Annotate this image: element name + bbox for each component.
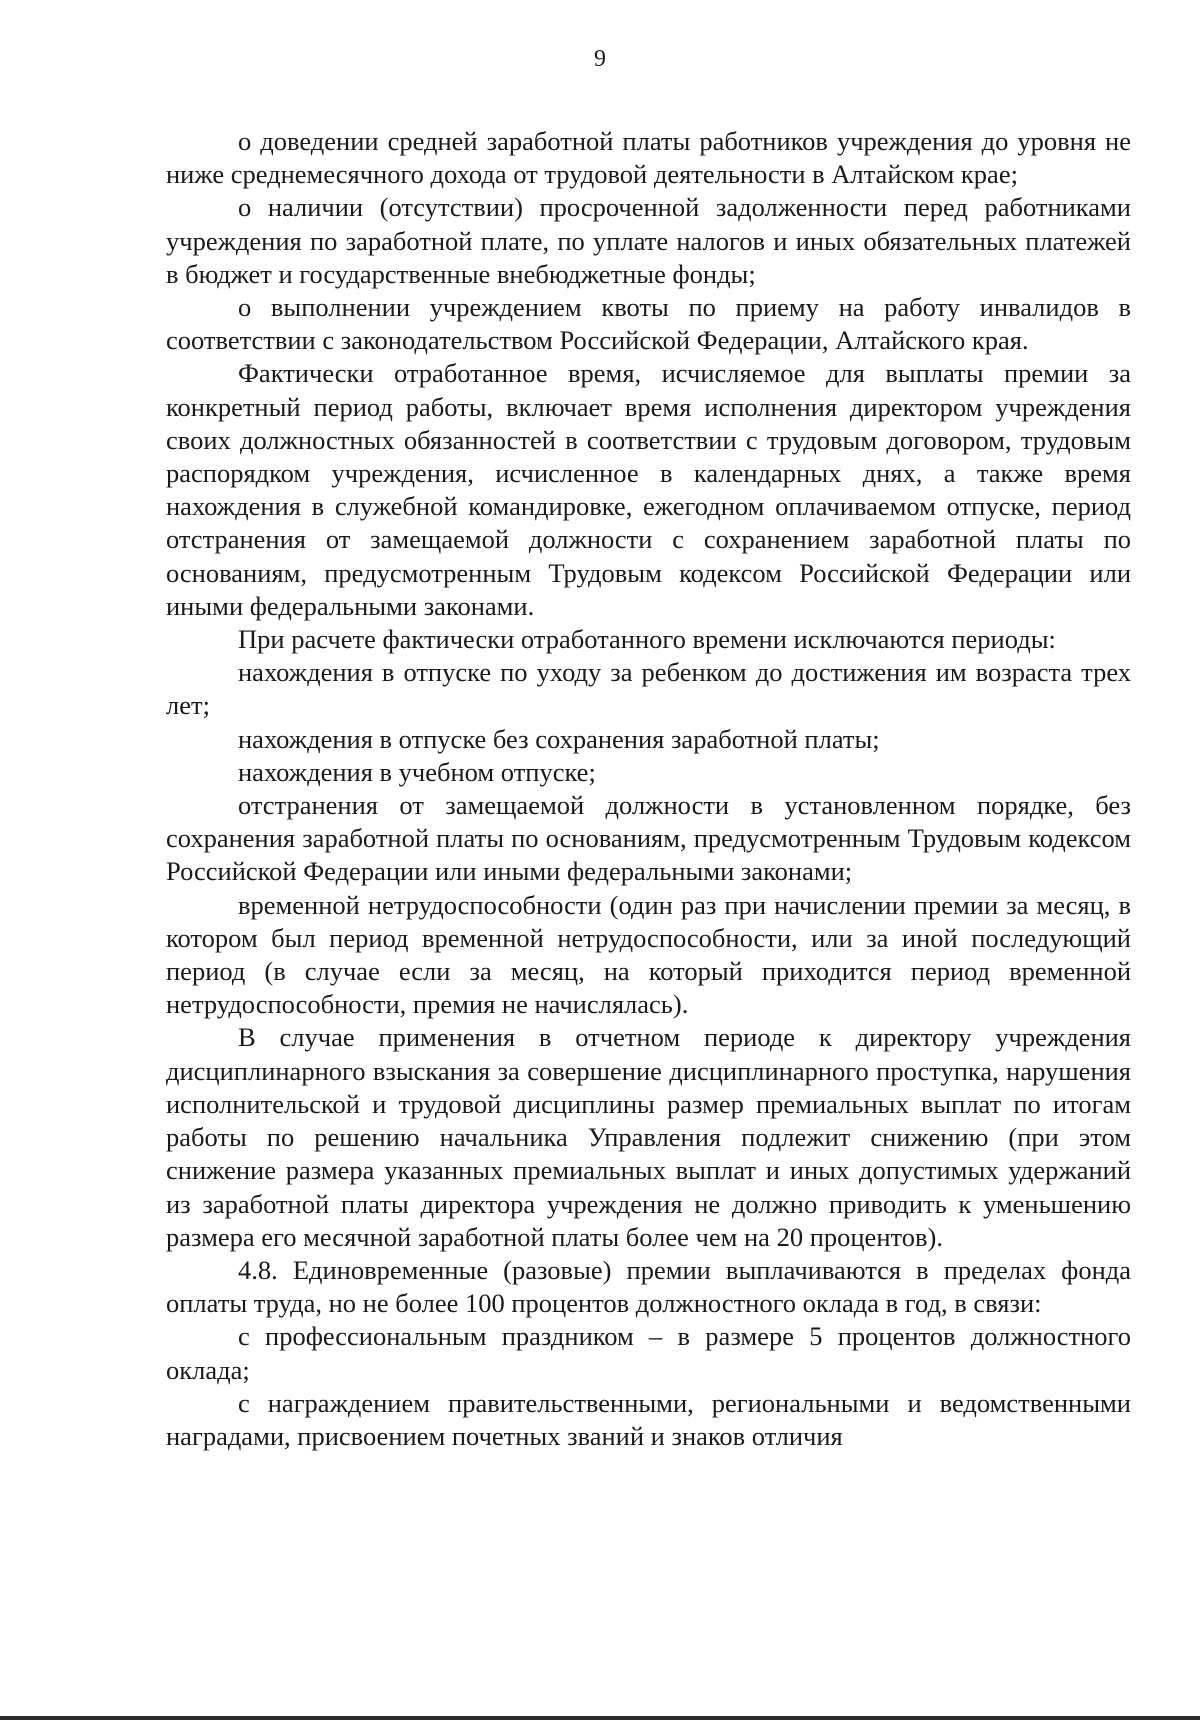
paragraph-excluded-periods-intro: При расчете фактически отработанного времени исключаются периоды: [238,624,1056,655]
page-number: 9 [594,46,606,72]
paragraph-temporary-disability: временной нетрудоспособности (один раз при начислении премии за месяц, в котором был период временной нетрудоспособности, или за иной последующий период (в случае если за месяц, на который приходится период временной нетрудоспособности, премия не начислялась). [166,889,1131,1020]
page-bottom-edge [0,1716,1200,1720]
paragraph-study-leave: нахождения в учебном отпуске; [238,756,596,787]
paragraph-one-time-bonuses: 4.8. Единовременные (разовые) премии выплачиваются в пределах фонда оплаты труда, но не более 100 процентов должностного оклада в год, в связи: [166,1254,1131,1319]
paragraph-average-salary: о доведении средней заработной платы работников учреждения до уровня не ниже среднемесячного дохода от трудовой деятельности в Алтайском крае; [166,126,1131,190]
paragraph-worked-time: Фактически отработанное время, исчисляемое для выплаты премии за конкретный период работы, включает время исполнения директором учреждения своих должностных обязанностей в соответствии с трудовым договором, трудовым распорядком учреждения, исчисленное в календарных днях, а также время нахождения в служебной командировке, ежегодном оплачиваемом отпуске, период отстранения от замещаемой должности с сохранением заработной платы по основаниям, предусмотренным Трудовым кодексом Российской Федерации или иными федеральными законами. [166,358,1131,621]
paragraph-overdue-debt: о наличии (отсутствии) просроченной задолженности перед работниками учреждения по заработной плате, по уплате налогов и иных обязательных платежей в бюджет и государственные внебюджетные фонды; [166,192,1131,289]
paragraph-disciplinary-action: В случае применения в отчетном периоде к директору учреждения дисциплинарного взыскания за совершение дисциплинарного проступка, нарушения исполнительской и трудовой дисциплины размер премиальных выплат по итогам работы по решению начальника Управления подлежит снижению (при этом снижение размера указанных премиальных выплат и иных допустимых удержаний из заработной платы директора учреждения не должно приводить к уменьшению размера его месячной заработной платы более чем на 20 процентов). [166,1022,1131,1252]
paragraph-disability-quota: о выполнении учреждением квоты по приему на работу инвалидов в соответствии с законодательством Российской Федерации, Алтайского края. [166,292,1131,356]
paragraph-suspension: отстранения от замещаемой должности в установленном порядке, без сохранения заработной платы по основаниям, предусмотренным Трудовым кодексом Российской Федерации или иными федеральными законами; [166,790,1131,887]
paragraph-professional-holiday: с профессиональным праздником – в размере 5 процентов должностного оклада; [166,1321,1131,1385]
paragraph-childcare-leave: нахождения в отпуске по уходу за ребенком до достижения им возраста трех лет; [166,657,1131,721]
paragraph-awards: с награждением правительственными, региональными и ведомственными наградами, присвоением почетных званий и знаков отличия [166,1387,1131,1451]
document-body [166,125,1131,1453]
paragraph-unpaid-leave: нахождения в отпуске без сохранения заработной платы; [238,723,880,754]
